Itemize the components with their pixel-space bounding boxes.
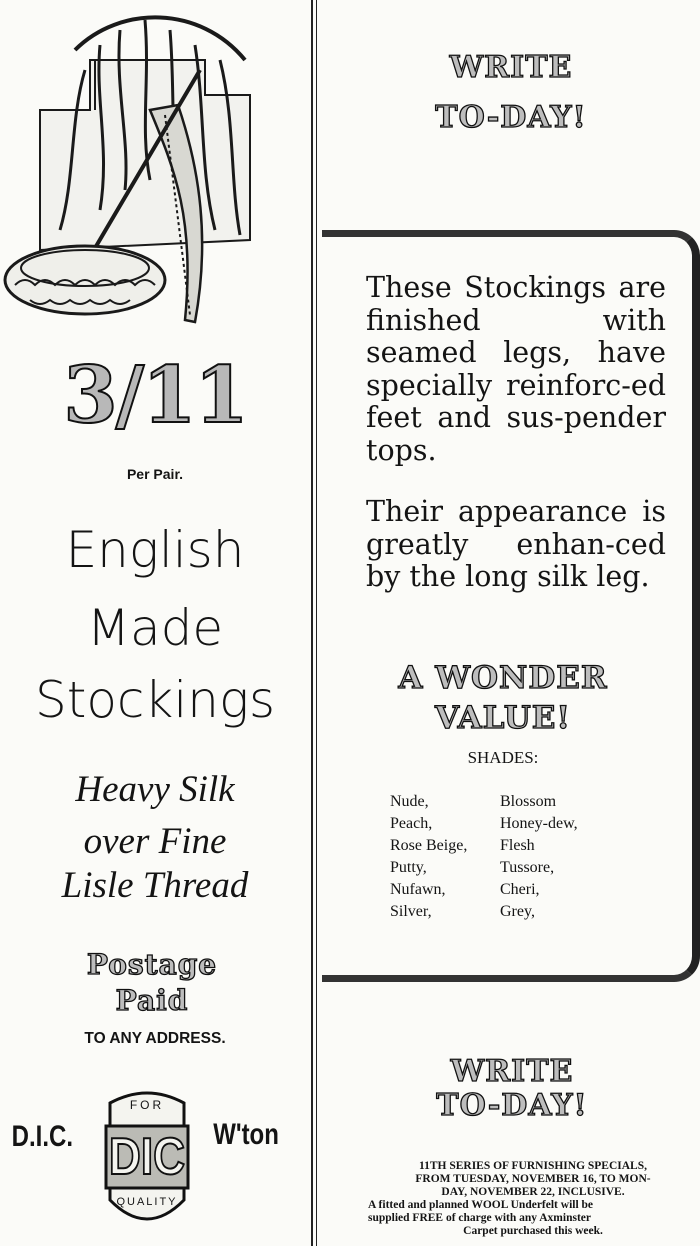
brand-left-text: D.I.C. [11, 1120, 74, 1153]
address-line: TO ANY ADDRESS. [84, 1030, 226, 1047]
badge-top-text: FOR [129, 1098, 165, 1112]
notice-line: DAY, NOVEMBER 22, INCLUSIVE. [441, 1186, 625, 1198]
notice-line: Carpet purchased this week. [463, 1225, 603, 1237]
title-line-3: Stockings [34, 671, 275, 729]
shade-item: Nufawn, [390, 881, 446, 898]
notice-line: A fitted and planned WOOL Underfelt will be [368, 1199, 594, 1211]
notice-line: 11TH SERIES OF FURNISHING SPECIALS, [418, 1160, 648, 1172]
badge-bottom-text: QUALITY [116, 1196, 178, 1208]
notice-line: FROM TUESDAY, NOVEMBER 16, TO MON- [415, 1173, 651, 1185]
shade-item: Putty, [390, 859, 427, 876]
column-divider-inner [316, 0, 317, 1246]
write-today-top-1: WRITE [449, 50, 573, 85]
shade-item: Blossom [500, 793, 557, 810]
dic-badge [100, 1088, 194, 1230]
shade-item: Rose Beige, [390, 837, 468, 854]
left-column [0, 0, 310, 1246]
furnishing-notice [368, 1160, 698, 1238]
wonder-line-2: VALUE! [434, 700, 572, 736]
brand-right-text: W'ton [213, 1118, 279, 1151]
shade-item: Cheri, [500, 881, 540, 898]
notice-line: supplied FREE of charge with any Axminster [368, 1212, 591, 1224]
wonder-line-1: A WONDER [398, 660, 608, 696]
title-line-2: Made [86, 599, 224, 657]
description-paragraph-1: These Stockings are finished with seamed legs, have specially reinforc-ed feet and sus-pender tops. [366, 271, 666, 467]
shade-item: Honey-dew, [500, 815, 578, 832]
shade-item: Nude, [390, 793, 429, 810]
stockings-illustration [0, 0, 300, 330]
shade-item: Flesh [500, 837, 535, 854]
badge-center-text: DIC [108, 1128, 186, 1186]
write-today-bottom-2: TO-DAY! [436, 1088, 588, 1123]
shade-item: Silver, [390, 903, 432, 920]
right-column [322, 0, 700, 1246]
column-divider [311, 0, 313, 1246]
postage-line-2: Paid [115, 984, 189, 1017]
subtitle-line-3: Lisle Thread [61, 865, 249, 906]
shades-label: SHADES: [467, 748, 539, 767]
description-paragraph-2: Their appearance is greatly enhan-ced by the long silk leg. [366, 495, 666, 593]
title-line-1: English [65, 521, 245, 579]
subtitle-line-1: Heavy Silk [75, 769, 235, 810]
shade-item: Peach, [390, 815, 433, 832]
write-today-bottom-1: WRITE [450, 1054, 574, 1089]
shade-item: Grey, [500, 903, 535, 920]
shade-item: Tussore, [500, 859, 555, 876]
shades-list [390, 792, 610, 922]
postage-line-1: Postage [86, 948, 218, 981]
write-today-top-2: TO-DAY! [435, 100, 587, 135]
price: 3/11 [63, 350, 247, 441]
price-note: Per Pair. [126, 466, 184, 482]
subtitle-line-2: over Fine [83, 821, 227, 862]
